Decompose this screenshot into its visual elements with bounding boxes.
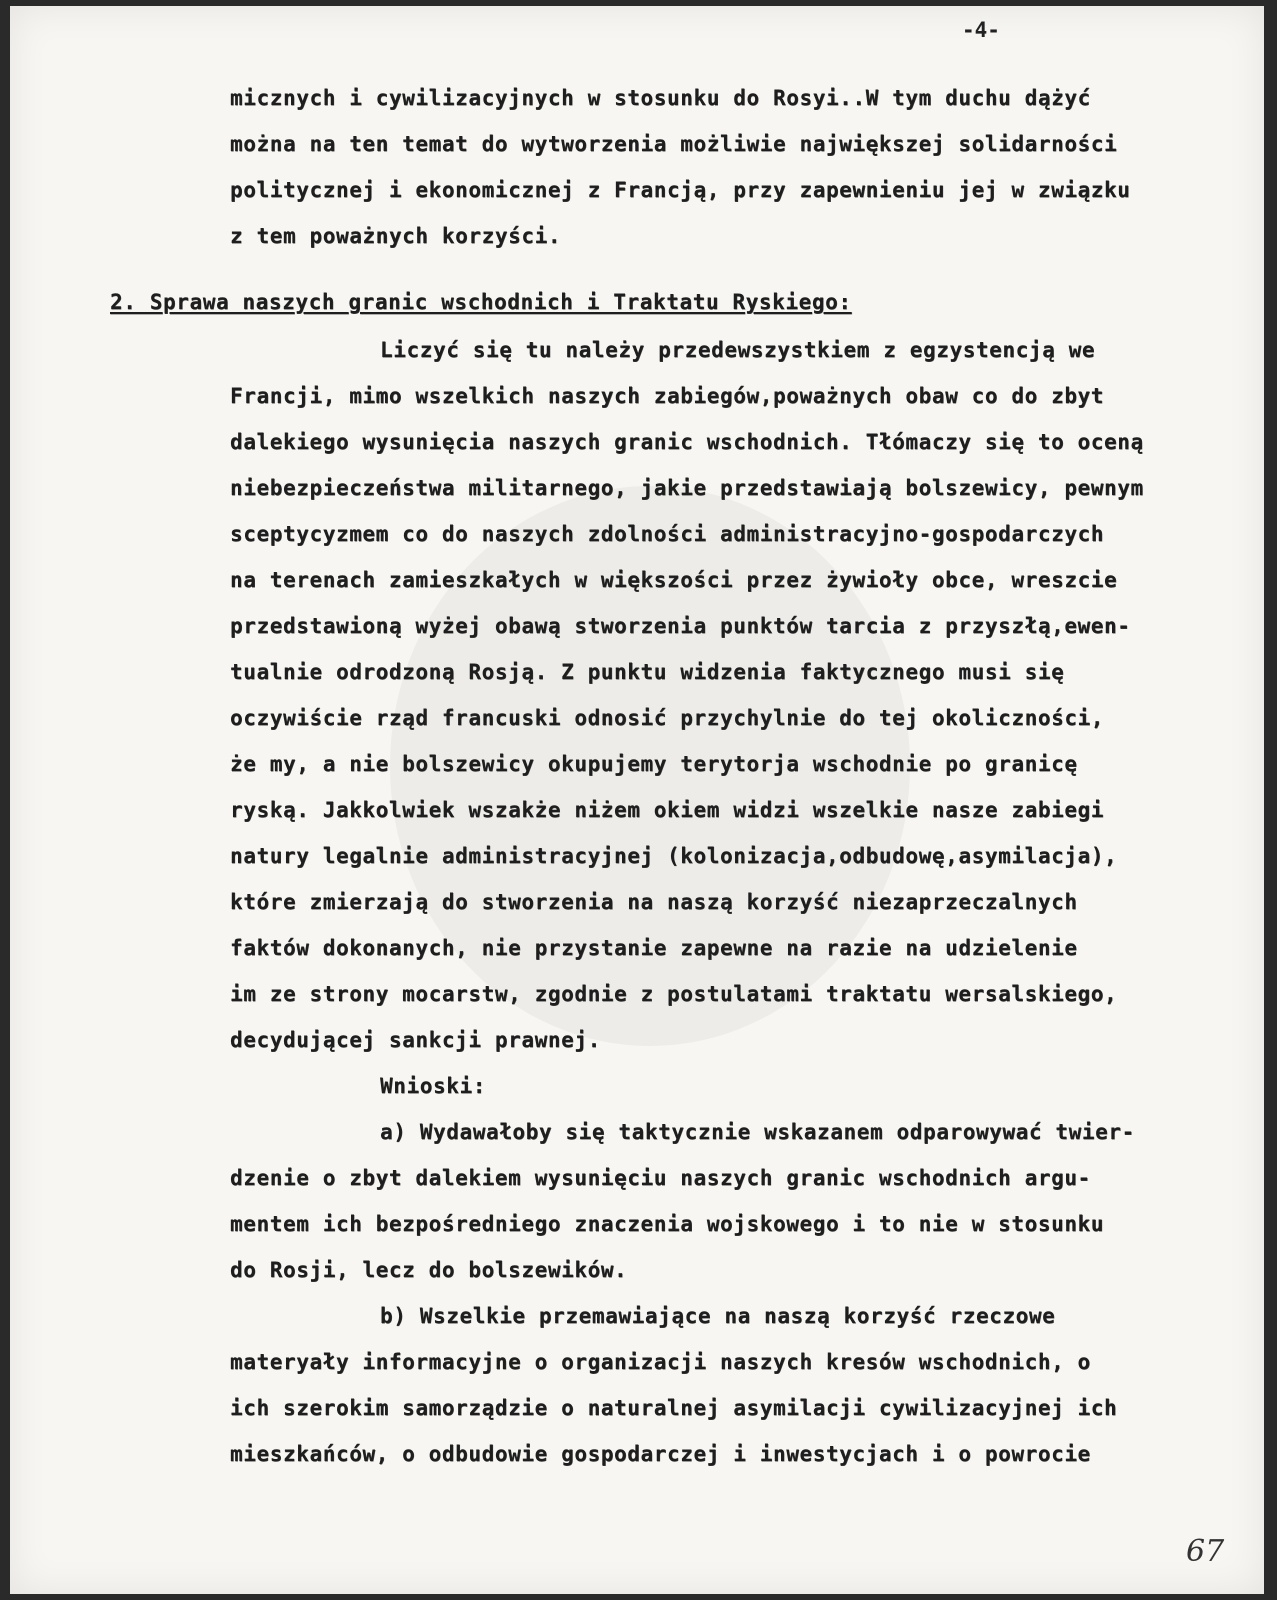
text-line: do Rosji, lecz do bolszewików.: [230, 1258, 628, 1282]
text-line: Liczyć się tu należy przedewszystkiem z egzystencją we: [380, 338, 1096, 362]
text-line: materyały informacyjne o organizacji naszych kresów wschodnich, o: [230, 1350, 1091, 1374]
text-line: Francji, mimo wszelkich naszych zabiegów,poważnych obaw co do zbyt: [230, 384, 1105, 408]
folio-number: 67: [1186, 1534, 1225, 1569]
conclusions-heading: Wnioski:: [380, 1074, 486, 1098]
text-line: b) Wszelkie przemawiające na naszą korzyść rzeczowe: [380, 1304, 1056, 1328]
text-line: faktów dokonanych, nie przystanie zapewne na razie na udzielenie: [230, 936, 1078, 960]
text-line: dalekiego wysunięcia naszych granic wschodnich. Tłómaczy się to oceną: [230, 430, 1144, 454]
text-line: z tem poważnych korzyści.: [230, 224, 562, 248]
text-line: że my, a nie bolszewicy okupujemy terytorja wschodnie po granicę: [230, 752, 1078, 776]
text-line: dzenie o zbyt dalekiem wysunięciu naszych granic wschodnich argu-: [230, 1166, 1091, 1190]
text-line: ryską. Jakkolwiek wszakże niżem okiem widzi wszelkie nasze zabiegi: [230, 798, 1105, 822]
text-line: przedstawioną wyżej obawą stworzenia punktów tarcia z przyszłą,ewen-: [230, 614, 1131, 638]
text-line: mentem ich bezpośredniego znaczenia wojskowego i to nie w stosunku: [230, 1212, 1105, 1236]
text-line: oczywiście rząd francuski odnosić przychylnie do tej okoliczności,: [230, 706, 1105, 730]
text-line: politycznej i ekonomicznej z Francją, przy zapewnieniu jej w związku: [230, 178, 1131, 202]
section-heading: 2. Sprawa naszych granic wschodnich i Traktatu Ryskiego:: [110, 290, 852, 314]
text-line: micznych i cywilizacyjnych w stosunku do Rosyi..W tym duchu dążyć: [230, 86, 1091, 110]
text-line: tualnie odrodzoną Rosją. Z punktu widzenia faktycznego musi się: [230, 660, 1065, 684]
text-line: na terenach zamieszkałych w większości przez żywioły obce, wreszcie: [230, 568, 1118, 592]
text-line: im ze strony mocarstw, zgodnie z postulatami traktatu wersalskiego,: [230, 982, 1118, 1006]
text-line: natury legalnie administracyjnej (kolonizacja,odbudowę,asymilacja),: [230, 844, 1118, 868]
text-line: sceptycyzmem co do naszych zdolności administracyjno-gospodarczych: [230, 522, 1105, 546]
text-line: a) Wydawałoby się taktycznie wskazanem odparowywać twier-: [380, 1120, 1135, 1144]
text-line: ich szerokim samorządzie o naturalnej asymilacji cywilizacyjnej ich: [230, 1396, 1118, 1420]
text-line: decydującej sankcji prawnej.: [230, 1028, 601, 1052]
text-line: można na ten temat do wytworzenia możliwie największej solidarności: [230, 132, 1118, 156]
text-line: niebezpieczeństwa militarnego, jakie przedstawiają bolszewicy, pewnym: [230, 476, 1144, 500]
document-page: [10, 6, 1264, 1594]
text-line: mieszkańców, o odbudowie gospodarczej i inwestycjach i o powrocie: [230, 1442, 1091, 1466]
text-line: które zmierzają do stworzenia na naszą korzyść niezaprzeczalnych: [230, 890, 1078, 914]
page-number: -4-: [962, 18, 1000, 42]
